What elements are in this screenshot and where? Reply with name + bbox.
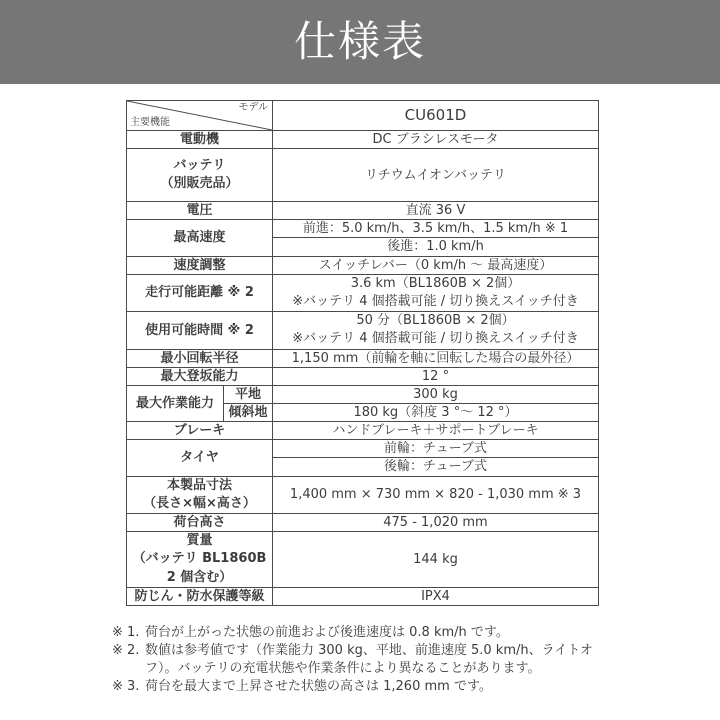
table-row (127, 312, 599, 349)
spec-label-travel-distance: 走行可能距離 ※ 2 (127, 274, 273, 311)
spec-label-speed-adjust: 速度調整 (127, 256, 273, 274)
footnote-1-marker: ※ 1. (112, 625, 140, 640)
spec-label-weight-line1: 質量 (186, 533, 213, 549)
spec-value-bed-height: 475 - 1,020 mm (273, 514, 599, 532)
corner-model-label: モデル (238, 102, 268, 113)
spec-label-max-speed: 最高速度 (127, 220, 273, 256)
spec-label-motor: 電動機 (127, 131, 273, 149)
spec-table (126, 100, 599, 606)
footnote-3-marker: ※ 3. (112, 679, 140, 695)
footnote-1-text: 荷台が上がった状態の前進および後進速度は 0.8 km/h です。 (145, 625, 509, 640)
footnotes (112, 624, 616, 697)
spec-value-voltage: 直流 36 V (273, 202, 599, 220)
corner-cell (127, 101, 273, 131)
model-value: CU601D (273, 101, 599, 131)
spec-label-max-climb: 最大登坂能力 (127, 367, 273, 385)
spec-value-motor: DC ブラシレスモータ (273, 131, 599, 149)
table-row (127, 131, 599, 149)
spec-value-tire-rear: 後輪：チューブ式 (273, 458, 599, 476)
table-row (127, 202, 599, 220)
spec-label-min-turn-radius: 最小回転半径 (127, 349, 273, 367)
spec-value-protection: IPX4 (273, 587, 599, 605)
spec-sublabel-flat: 平地 (224, 385, 273, 403)
spec-value-speed-adjust: スイッチレバー（0 km/h ～ 最高速度） (273, 256, 599, 274)
spec-value-travel-distance-line2: ※バッテリ 4 個搭載可能 / 切り換えスイッチ付き (292, 293, 579, 309)
spec-label-battery (127, 149, 273, 202)
spec-label-voltage: 電圧 (127, 202, 273, 220)
table-row (127, 149, 599, 202)
spec-value-travel-distance (273, 274, 599, 311)
footnote-2 (112, 642, 616, 677)
table-row (127, 385, 599, 403)
spec-value-dimensions: 1,400 mm × 730 mm × 820 - 1,030 mm ※ 3 (273, 476, 599, 513)
spec-value-max-climb: 12 ° (273, 367, 599, 385)
spec-value-slope: 180 kg（斜度 3 °～ 12 °） (273, 404, 599, 422)
title-banner (0, 0, 720, 84)
page-title: 仕様表 (293, 17, 426, 66)
spec-value-brake: ハンドブレーキ＋サポートブレーキ (273, 422, 599, 440)
spec-label-max-work-capacity: 最大作業能力 (127, 385, 224, 421)
spec-label-usable-time: 使用可能時間 ※ 2 (127, 312, 273, 349)
spec-value-max-speed-reverse: 後進：1.0 km/h (273, 238, 599, 256)
spec-label-tire: タイヤ (127, 440, 273, 476)
spec-label-dimensions (127, 476, 273, 513)
table-row (127, 532, 599, 588)
spec-label-dimensions-line1: 本製品寸法 (166, 477, 232, 493)
spec-label-weight-line2: （バッテリ BL1860B (132, 551, 267, 567)
corner-feature-label: 主要機能 (130, 117, 170, 128)
spec-value-max-speed-forward: 前進：5.0 km/h、3.5 km/h、1.5 km/h ※ 1 (273, 220, 599, 238)
spec-label-weight (127, 532, 273, 588)
spec-value-tire-front: 前輪：チューブ式 (273, 440, 599, 458)
spec-value-travel-distance-line1: 3.6 km（BL1860B × 2個） (350, 275, 521, 291)
spec-value-usable-time (273, 312, 599, 349)
table-row (127, 220, 599, 238)
footnote-2-marker: ※ 2. (112, 643, 140, 659)
spec-label-battery-line2: （別販売品） (160, 176, 239, 192)
spec-value-min-turn-radius: 1,150 mm（前輪を軸に回転した場合の最外径） (273, 349, 599, 367)
table-row (127, 101, 599, 131)
footnote-3 (112, 678, 616, 695)
spec-value-usable-time-line2: ※バッテリ 4 個搭載可能 / 切り換えスイッチ付き (292, 331, 579, 347)
footnote-1 (112, 624, 616, 641)
table-row (127, 440, 599, 458)
spec-value-weight: 144 kg (273, 532, 599, 588)
footnote-2-text: 数値は参考値です（作業能力 300 kg、平地、前進速度 5.0 km/h、ライトオフ）。バッテリの充電状態や作業条件により異なることがあります。 (145, 643, 593, 676)
table-row (127, 349, 599, 367)
spec-value-flat: 300 kg (273, 385, 599, 403)
spec-sublabel-slope: 傾斜地 (224, 404, 273, 422)
table-row (127, 476, 599, 513)
spec-value-usable-time-line1: 50 分（BL1860B × 2個） (356, 313, 515, 329)
spec-label-bed-height: 荷台高さ (127, 514, 273, 532)
table-row (127, 422, 599, 440)
spec-value-battery: リチウムイオンバッテリ (273, 149, 599, 202)
spec-label-weight-line3: 2 個含む） (166, 569, 233, 585)
footnote-3-text: 荷台を最大まで上昇させた状態の高さは 1,260 mm です。 (145, 679, 492, 695)
table-row (127, 274, 599, 311)
spec-label-protection: 防じん・防水保護等級 (127, 587, 273, 605)
spec-label-dimensions-line2: （長さ×幅×高さ） (143, 495, 256, 511)
spec-label-brake: ブレーキ (127, 422, 273, 440)
table-row (127, 587, 599, 605)
table-row (127, 367, 599, 385)
spec-label-battery-line1: バッテリ (173, 157, 226, 173)
table-row (127, 256, 599, 274)
table-row (127, 514, 599, 532)
